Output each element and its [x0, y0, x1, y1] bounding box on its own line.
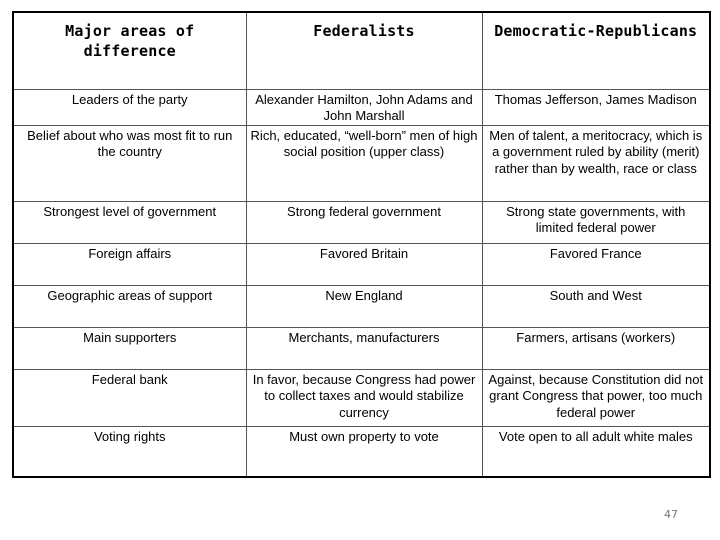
democratic-republicans-cell: Farmers, artisans (workers) — [482, 327, 710, 369]
row-label: Geographic areas of support — [13, 285, 246, 327]
federalists-cell: Merchants, manufacturers — [246, 327, 482, 369]
democratic-republicans-cell: Vote open to all adult white males — [482, 426, 710, 477]
table-row — [13, 327, 710, 369]
row-label: Belief about who was most fit to run the country — [13, 125, 246, 201]
federalists-cell: Favored Britain — [246, 243, 482, 285]
federalists-cell: Strong federal government — [246, 201, 482, 243]
header-row — [13, 12, 710, 89]
democratic-republicans-cell: Against, because Constitution did not grant Congress that power, too much federal power — [482, 369, 710, 426]
row-label: Leaders of the party — [13, 89, 246, 125]
row-label: Strongest level of government — [13, 201, 246, 243]
header-federalists: Federalists — [246, 12, 482, 89]
table-row — [13, 369, 710, 426]
table-row — [13, 285, 710, 327]
header-areas: Major areas of difference — [13, 12, 246, 89]
federalists-cell: New England — [246, 285, 482, 327]
row-label: Foreign affairs — [13, 243, 246, 285]
comparison-table — [12, 11, 711, 478]
federalists-cell: Alexander Hamilton, John Adams and John Marshall — [246, 89, 482, 125]
democratic-republicans-cell: Thomas Jefferson, James Madison — [482, 89, 710, 125]
democratic-republicans-cell: South and West — [482, 285, 710, 327]
federalists-cell: In favor, because Congress had power to collect taxes and would stabilize currency — [246, 369, 482, 426]
democratic-republicans-cell: Strong state governments, with limited federal power — [482, 201, 710, 243]
header-democratic-republicans: Democratic-Republicans — [482, 12, 710, 89]
table-row — [13, 125, 710, 201]
row-label: Main supporters — [13, 327, 246, 369]
table-row — [13, 201, 710, 243]
row-label: Federal bank — [13, 369, 246, 426]
table-row — [13, 243, 710, 285]
federalists-cell: Must own property to vote — [246, 426, 482, 477]
federalists-cell: Rich, educated, “well-born” men of high social position (upper class) — [246, 125, 482, 201]
row-label: Voting rights — [13, 426, 246, 477]
democratic-republicans-cell: Men of talent, a meritocracy, which is a government ruled by ability (merit) rather than by wealth, race or class — [482, 125, 710, 201]
table-row — [13, 89, 710, 125]
democratic-republicans-cell: Favored France — [482, 243, 710, 285]
page-number: 47 — [664, 508, 678, 521]
table-row — [13, 426, 710, 477]
